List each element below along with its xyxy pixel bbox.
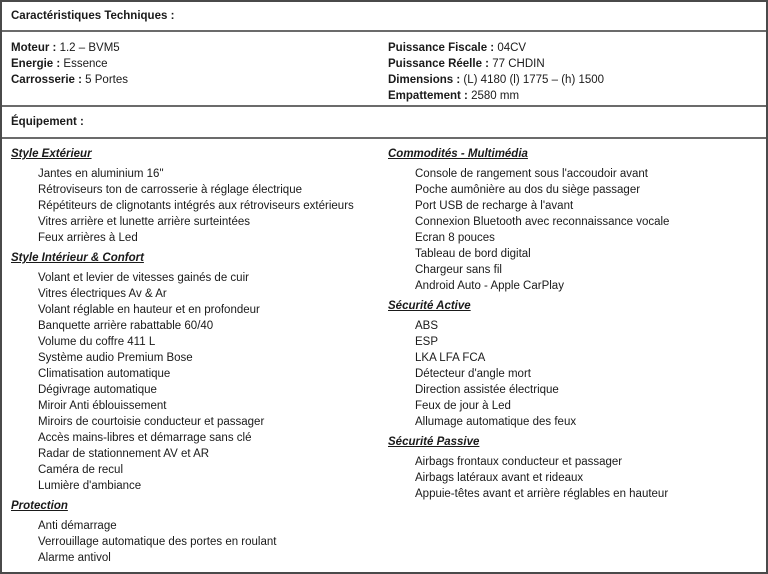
equipment-item: Rétroviseurs ton de carrosserie à réglage électrique (38, 184, 302, 196)
equipment-item: Miroir Anti éblouissement (38, 400, 167, 412)
section-heading: Style Intérieur & Confort (11, 252, 144, 264)
equipment-item: Ecran 8 pouces (415, 232, 495, 244)
equipment-item: Volume du coffre 411 L (38, 336, 156, 348)
equipment-list (38, 166, 354, 246)
equipment-title: Équipement : (11, 116, 84, 128)
equipment-item: LKA LFA FCA (415, 352, 486, 364)
section-heading: Protection (11, 500, 68, 512)
equipment-item: Dégivrage automatique (38, 384, 157, 396)
equipment-item: Volant réglable en hauteur et en profondeur (38, 304, 260, 316)
section-heading: Sécurité Active (388, 300, 471, 312)
spec-dimensions: Dimensions : (L) 4180 (l) 1775 – (h) 1500 (388, 74, 605, 86)
equipment-item: Répétiteurs de clignotants intégrés aux rétroviseurs extérieurs (38, 200, 354, 212)
equipment-item: Vitres arrière et lunette arrière surteintées (38, 216, 250, 228)
equipment-item: ESP (415, 336, 439, 348)
spec-energie: Energie : Essence (11, 58, 108, 70)
equipment-list (415, 318, 576, 430)
equipment-item: Volant et levier de vitesses gainés de cuir (38, 272, 249, 284)
equipment-item: Console de rangement sous l'accoudoir avant (415, 168, 648, 180)
spec-carrosserie: Carrosserie : 5 Portes (11, 74, 128, 86)
equipment-item: Caméra de recul (38, 464, 124, 476)
equipment-item: Port USB de recharge à l'avant (415, 200, 574, 212)
equipment-item: Appuie-têtes avant et arrière réglables en hauteur (415, 488, 669, 500)
equipment-item: Allumage automatique des feux (415, 416, 577, 428)
section-heading: Style Extérieur (11, 148, 92, 160)
equipment-item: Airbags latéraux avant et rideaux (415, 472, 584, 484)
equipment-item: Poche aumônière au dos du siège passager (415, 184, 641, 196)
equipment-item: Anti démarrage (38, 520, 117, 532)
equipment-item: Climatisation automatique (38, 368, 171, 380)
equipment-item: Alarme antivol (38, 552, 111, 564)
section-heading: Commodités - Multimédia (388, 148, 528, 160)
divider (2, 137, 766, 139)
equipment-item: ABS (415, 320, 439, 332)
equipment-item: Radar de stationnement AV et AR (38, 448, 210, 460)
equipment-list (415, 454, 668, 502)
equipment-item: Feux arrières à Led (38, 232, 138, 244)
equipment-item: Miroirs de courtoisie conducteur et passager (38, 416, 265, 428)
tech-title: Caractéristiques Techniques : (11, 10, 175, 22)
divider (2, 105, 766, 107)
equipment-item: Verrouillage automatique des portes en roulant (38, 536, 277, 548)
equipment-item: Banquette arrière rabattable 60/40 (38, 320, 214, 332)
equipment-item: Airbags frontaux conducteur et passager (415, 456, 623, 468)
equipment-item: Connexion Bluetooth avec reconnaissance vocale (415, 216, 670, 228)
equipment-item: Direction assistée électrique (415, 384, 559, 396)
equipment-list (415, 166, 669, 294)
equipment-item: Détecteur d'angle mort (415, 368, 531, 380)
equipment-item: Feux de jour à Led (415, 400, 511, 412)
equipment-item: Tableau de bord digital (415, 248, 531, 260)
spec-moteur: Moteur : 1.2 – BVM5 (11, 42, 120, 54)
equipment-list (38, 270, 264, 494)
equipment-item: Vitres électriques Av & Ar (38, 288, 167, 300)
section-heading: Sécurité Passive (388, 436, 480, 448)
equipment-item: Accès mains-libres et démarrage sans clé (38, 432, 252, 444)
spec-empattement: Empattement : 2580 mm (388, 90, 520, 102)
equipment-item: Système audio Premium Bose (38, 352, 193, 364)
equipment-item: Chargeur sans fil (415, 264, 502, 276)
equipment-item: Android Auto - Apple CarPlay (415, 280, 564, 292)
equipment-list (38, 518, 276, 566)
equipment-item: Jantes en aluminium 16" (38, 168, 164, 180)
spec-puissance-reelle: Puissance Réelle : 77 CHDIN (388, 58, 545, 70)
divider (2, 30, 766, 32)
equipment-item: Lumière d'ambiance (38, 480, 142, 492)
spec-puissance-fiscale: Puissance Fiscale : 04CV (388, 42, 527, 54)
